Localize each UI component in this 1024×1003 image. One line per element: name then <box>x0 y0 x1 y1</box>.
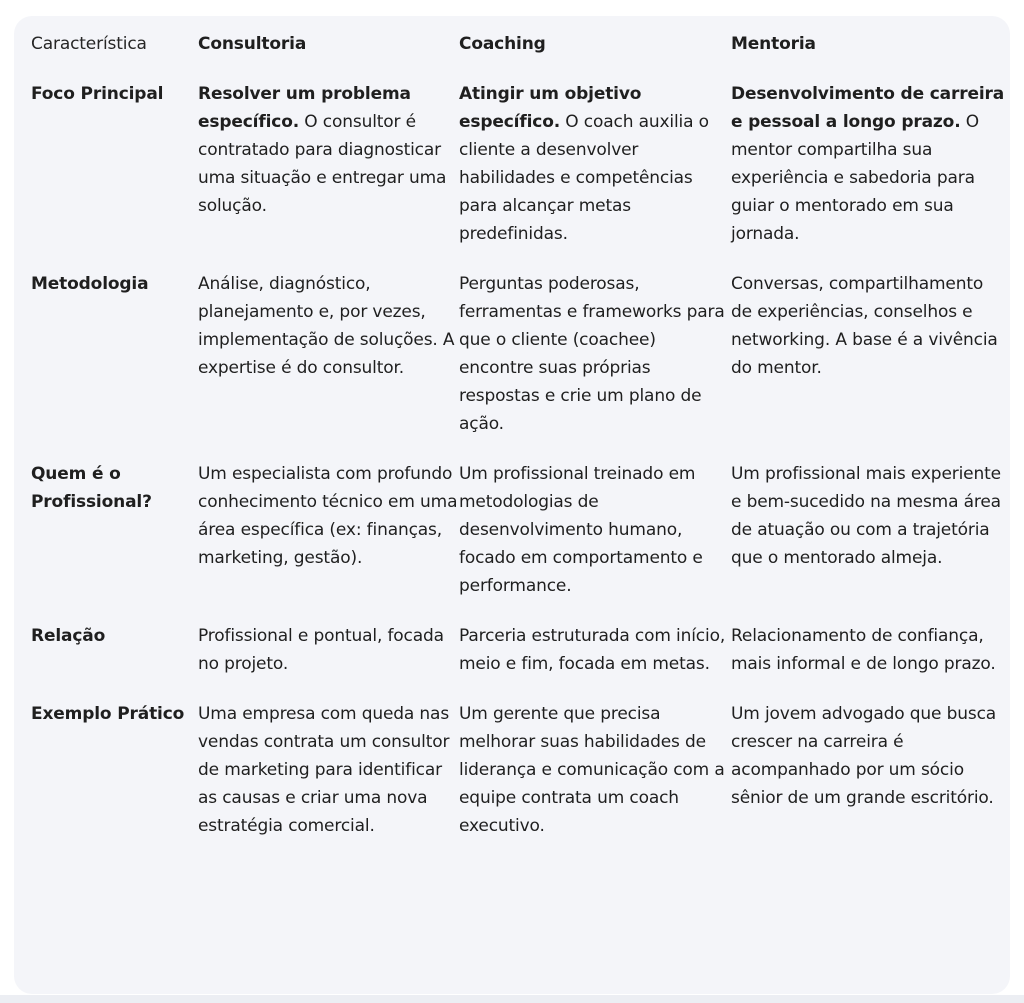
cell-bold-text: Resolver um problema específico. <box>198 84 411 132</box>
row-label: Quem é o Profissional? <box>31 464 152 512</box>
table-row <box>31 460 1009 622</box>
table-row <box>31 80 1009 270</box>
table-cell: Um especialista com profundo conhecimento técnico em uma área específica (ex: finanças, marketing, gestão). <box>198 464 458 568</box>
bottom-divider <box>0 995 1024 1003</box>
table-cell: Parceria estruturada com início, meio e fim, focada em metas. <box>459 626 726 674</box>
table-cell <box>459 80 731 270</box>
table-cell <box>731 80 1009 270</box>
table-cell <box>198 80 459 270</box>
cell-text: O consultor é contratado para diagnosticar uma situação e entregar uma solução. <box>198 112 447 216</box>
header-consultoria: Consultoria <box>198 34 307 54</box>
comparison-table <box>31 30 1009 862</box>
row-label: Relação <box>31 626 106 646</box>
table-header-row <box>31 30 1009 80</box>
header-mentoria: Mentoria <box>731 34 816 54</box>
cell-bold-text: Desenvolvimento de carreira e pessoal a longo prazo. <box>731 84 1005 132</box>
row-label: Foco Principal <box>31 84 164 104</box>
comparison-table-card <box>14 16 1010 994</box>
table-cell: Um profissional mais experiente e bem-sucedido na mesma área de atuação ou com a trajetória que o mentorado almeja. <box>731 464 1001 568</box>
table-cell: Um jovem advogado que busca crescer na carreira é acompanhado por um sócio sênior de um grande escritório. <box>731 704 997 808</box>
header-caracteristica: Característica <box>31 34 147 54</box>
cell-bold-text: Atingir um objetivo específico. <box>459 84 642 132</box>
table-cell: Análise, diagnóstico, planejamento e, por vezes, implementação de soluções. A expertise é do consultor. <box>198 274 455 378</box>
table-cell: Profissional e pontual, focada no projeto. <box>198 626 444 674</box>
row-label: Metodologia <box>31 274 149 294</box>
table-cell: Um gerente que precisa melhorar suas habilidades de liderança e comunicação com a equipe contrata um coach executivo. <box>459 704 725 836</box>
table-row <box>31 700 1009 862</box>
row-label: Exemplo Prático <box>31 704 185 724</box>
table-row <box>31 270 1009 460</box>
table-cell: Uma empresa com queda nas vendas contrata um consultor de marketing para identificar as causas e criar uma nova estratégia comercial. <box>198 704 450 836</box>
cell-text: O coach auxilia o cliente a desenvolver habilidades e competências para alcançar metas predefinidas. <box>459 112 709 244</box>
table-cell: Perguntas poderosas, ferramentas e frameworks para que o cliente (coachee) encontre suas próprias respostas e crie um plano de ação. <box>459 274 725 434</box>
header-coaching: Coaching <box>459 34 546 54</box>
table-row <box>31 622 1009 700</box>
table-cell: Conversas, compartilhamento de experiências, conselhos e networking. A base é a vivência do mentor. <box>731 274 998 378</box>
cell-text: O mentor compartilha sua experiência e sabedoria para guiar o mentorado em sua jornada. <box>731 112 980 244</box>
table-cell: Relacionamento de confiança, mais informal e de longo prazo. <box>731 626 996 674</box>
table-cell: Um profissional treinado em metodologias de desenvolvimento humano, focado em comportamento e performance. <box>459 464 703 596</box>
